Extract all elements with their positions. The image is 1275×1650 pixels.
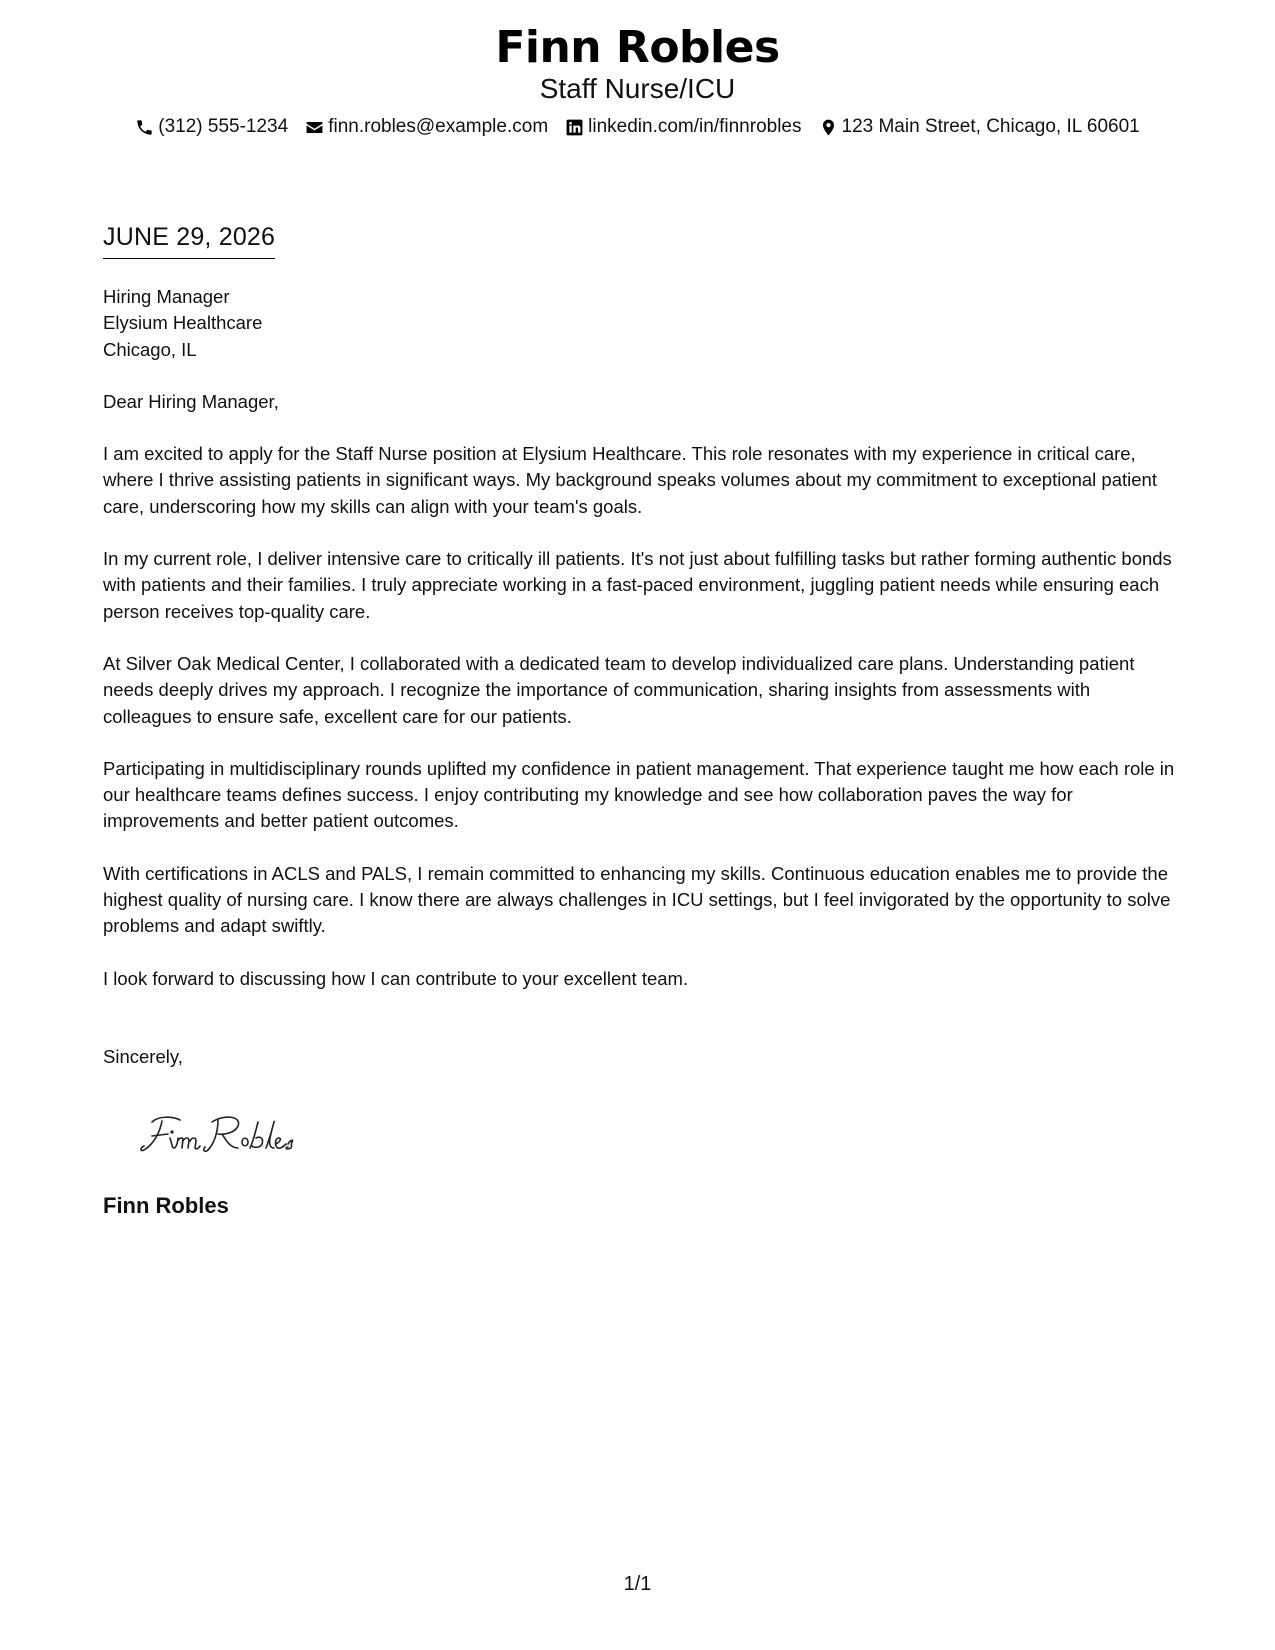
- body-paragraph: I am excited to apply for the Staff Nurse position at Elysium Healthcare. This role resonates with my experience in critical care, where I thrive assisting patients in significant ways. My background speaks volumes about my commitment to exceptional patient care, underscoring how my skills can align with your team's goals.: [103, 443, 1157, 517]
- salutation: Dear Hiring Manager,: [103, 390, 279, 412]
- map-pin-icon: [819, 118, 838, 137]
- phone-icon: [135, 118, 154, 137]
- applicant-name: Finn Robles: [495, 22, 780, 73]
- body-paragraph: At Silver Oak Medical Center, I collaborated with a dedicated team to develop individualized care plans. Understanding patient needs deeply drives my approach. I recognize the importance of communication, sharing insights from assessments with colleagues to ensure safe, excellent care for our patients.: [103, 652, 1135, 727]
- handwritten-signature: [138, 1108, 328, 1160]
- date-block: [103, 222, 275, 259]
- signer-name: Finn Robles: [103, 1193, 229, 1218]
- recipient-block: [103, 284, 1178, 363]
- page-number: 1/1: [623, 1573, 652, 1595]
- body-paragraph: Participating in multidisciplinary rounds uplifted my confidence in patient management. That experience taught me how each role in our healthcare teams defines success. I enjoy contributing my knowledge and see how collaboration paves the way for improvements and better patient outcomes.: [103, 757, 1175, 832]
- email-text: finn.robles@example.com: [328, 116, 549, 137]
- contact-address: [819, 115, 1140, 139]
- letter-body: [103, 284, 1178, 1070]
- contact-row: [0, 115, 1275, 139]
- letter-date: JUNE 29, 2026: [103, 223, 276, 251]
- applicant-title: Staff Nurse/ICU: [539, 73, 736, 104]
- closing: Sincerely,: [103, 1045, 183, 1067]
- linkedin-text: linkedin.com/in/finnrobles: [588, 116, 802, 137]
- contact-linkedin: [565, 115, 801, 139]
- linkedin-icon: [565, 118, 584, 137]
- address-text: 123 Main Street, Chicago, IL 60601: [841, 116, 1140, 137]
- body-paragraph: With certifications in ACLS and PALS, I remain committed to enhancing my skills. Continuous education enables me to provide the highest quality of nursing care. I know there are always challenges in ICU settings, but I feel invigorated by the opportunity to solve problems and adapt swiftly.: [103, 862, 1171, 937]
- phone-text: (312) 555-1234: [158, 116, 289, 137]
- recipient-line: Elysium Healthcare: [103, 312, 263, 334]
- letter-header: [0, 22, 1275, 139]
- body-paragraph: In my current role, I deliver intensive care to critically ill patients. It's not just about fulfilling tasks but rather forming authentic bonds with patients and their families. I truly appreciate working in a fast-paced environment, juggling patient needs while ensuring each person receives top-quality care.: [103, 548, 1172, 622]
- contact-email: [305, 115, 548, 139]
- envelope-icon: [305, 118, 324, 137]
- body-paragraph: I look forward to discussing how I can contribute to your excellent team.: [103, 967, 689, 989]
- recipient-line: Hiring Manager: [103, 286, 230, 307]
- contact-phone: [135, 115, 288, 139]
- recipient-line: Chicago, IL: [103, 338, 197, 360]
